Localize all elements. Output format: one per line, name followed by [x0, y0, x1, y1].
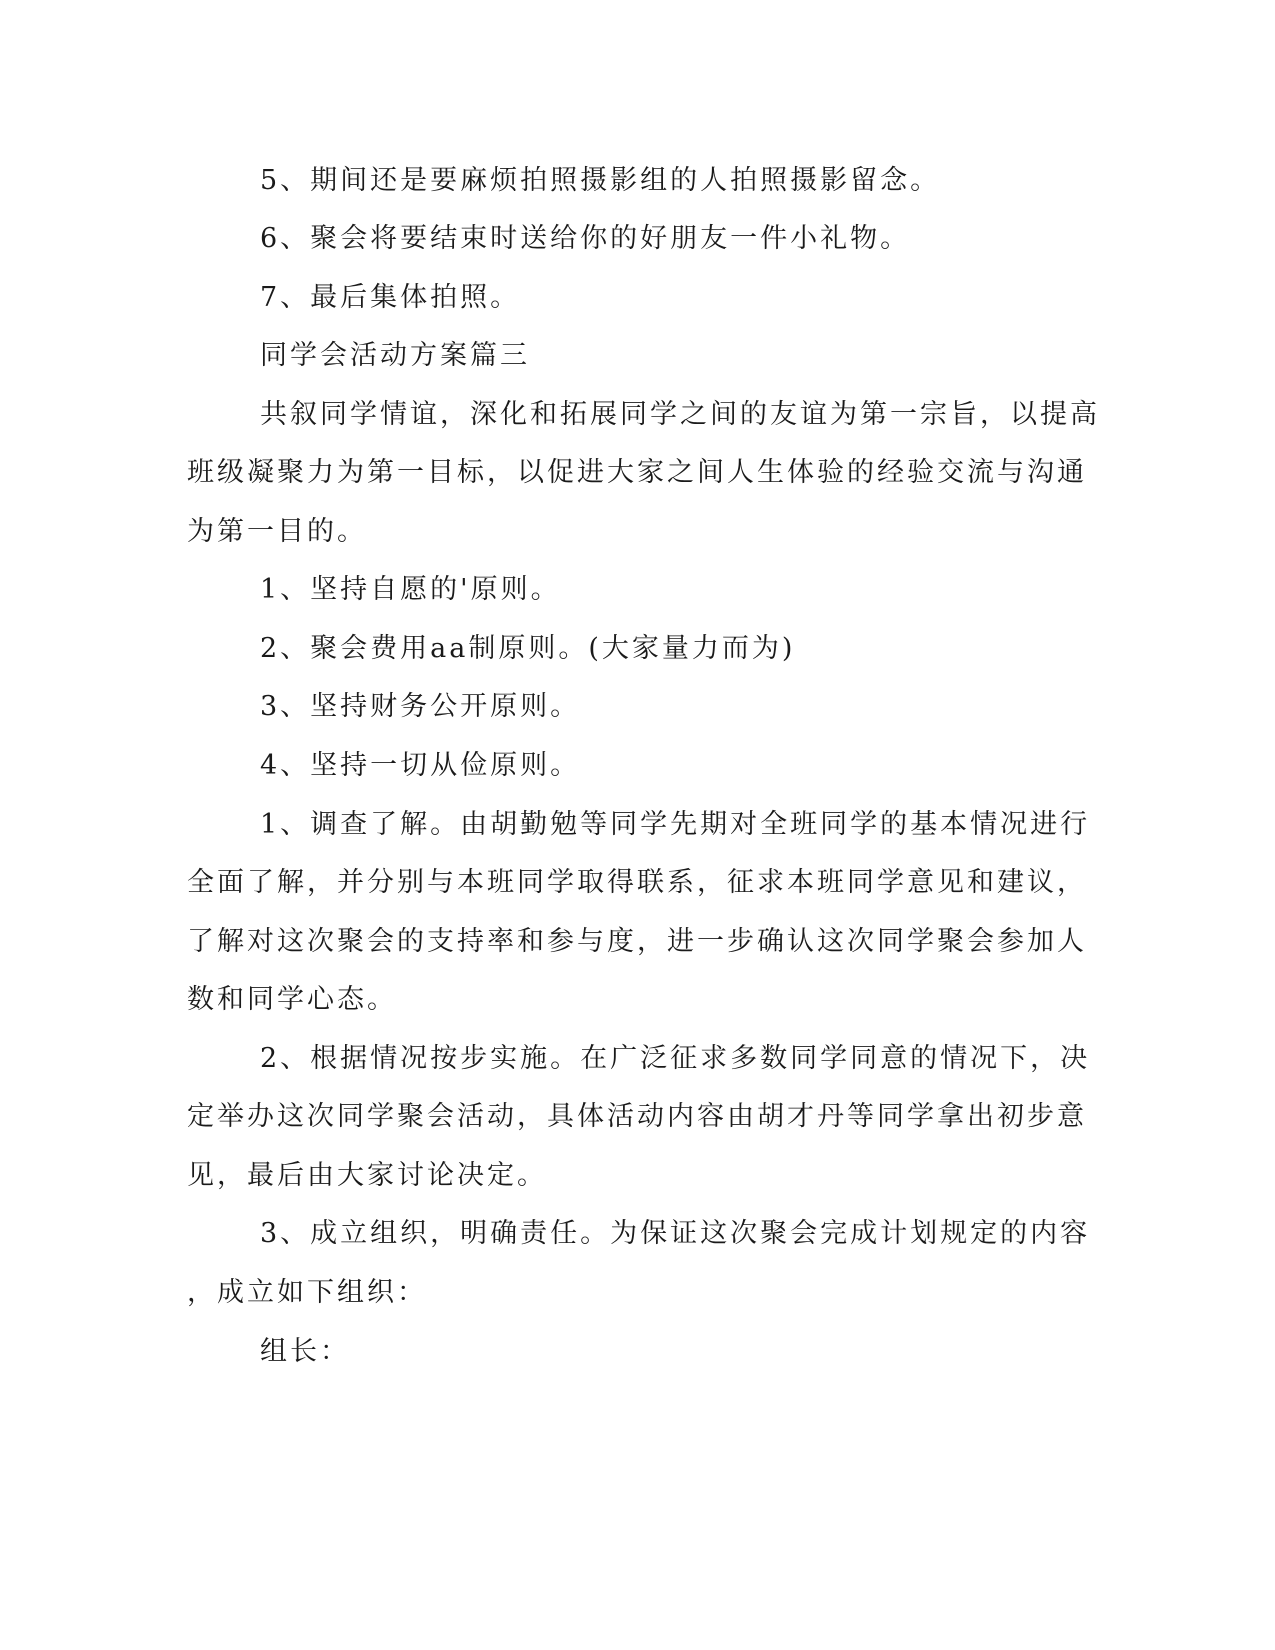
text-line: 班级凝聚力为第一目标，以促进大家之间人生体验的经验交流与沟通 [187, 457, 1087, 488]
text-line: 3、坚持财务公开原则。 [260, 691, 581, 722]
text-line: 数和同学心态。 [187, 984, 397, 1015]
text-line: 定举办这次同学聚会活动，具体活动内容由胡才丹等同学拿出初步意 [187, 1101, 1087, 1132]
text-line: 全面了解，并分别与本班同学取得联系，征求本班同学意见和建议， [187, 867, 1087, 898]
text-line: 2、根据情况按步实施。在广泛征求多数同学同意的情况下，决 [260, 1043, 1091, 1074]
text-line: 5、期间还是要麻烦拍照摄影组的人拍照摄影留念。 [260, 165, 941, 196]
text-line: 3、成立组织，明确责任。为保证这次聚会完成计划规定的内容 [260, 1218, 1091, 1249]
text-line: 6、聚会将要结束时送给你的好朋友一件小礼物。 [260, 223, 911, 254]
text-line: 7、最后集体拍照。 [260, 282, 521, 313]
text-line: ，成立如下组织： [187, 1277, 427, 1308]
text-line: 见，最后由大家讨论决定。 [187, 1160, 547, 1191]
text-line: 共叙同学情谊，深化和拓展同学之间的友谊为第一宗旨，以提高 [260, 399, 1100, 430]
text-line: 4、坚持一切从俭原则。 [260, 750, 581, 781]
section-heading: 同学会活动方案篇三 [260, 340, 530, 371]
text-line: 1、调查了解。由胡勤勉等同学先期对全班同学的基本情况进行 [260, 809, 1091, 840]
text-line: 为第一目的。 [187, 516, 367, 547]
text-line: 2、聚会费用aa制原则。(大家量力而为) [260, 633, 796, 664]
text-line: 了解对这次聚会的支持率和参与度，进一步确认这次同学聚会参加人 [187, 926, 1087, 957]
text-line: 1、坚持自愿的'原则。 [260, 574, 561, 605]
text-line: 组长： [260, 1336, 350, 1367]
